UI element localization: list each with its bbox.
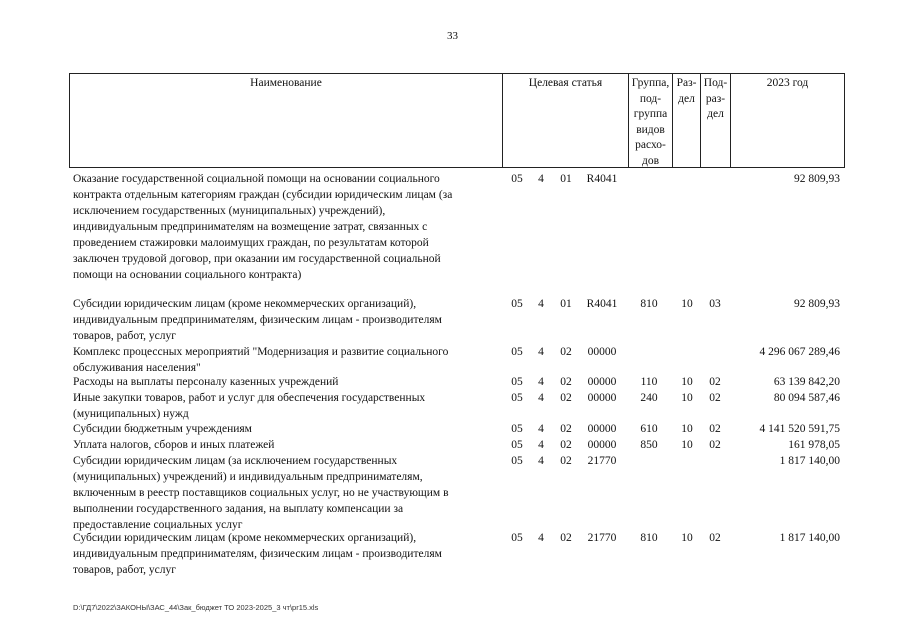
row-name: Субсидии бюджетным учреждениям bbox=[73, 423, 252, 435]
cell-code: 00000 bbox=[587, 423, 617, 435]
row-name: Оказание государственной социальной помощи на основании социального контракта отдельным категориям граждан (субсидии юридическим лицам (за исключением государственных (муниципальных) учреждений), индивидуальным предпринимателям на возмещение затрат, связанных с проведением стажировки малоимущих граждан, по результатам которой заключен трудовой договор, при оказании им государственной социальной помощи на основании социального контракта) bbox=[73, 173, 453, 281]
cell-p3: 02 bbox=[560, 346, 572, 358]
cell-p3: 01 bbox=[560, 173, 572, 185]
cell-amount: 1 817 140,00 bbox=[779, 455, 840, 467]
cell-amount: 92 809,93 bbox=[794, 173, 840, 185]
header-name: Наименование bbox=[250, 77, 322, 89]
header-year: 2023 год bbox=[766, 77, 809, 89]
cell-amount: 63 139 842,20 bbox=[773, 376, 840, 388]
footer-path: D:\ГД7\2022\ЗАКОНЫ\ЗАС_44\Зак_бюджет ТО 2023-2025_3 чт\pr15.xls bbox=[73, 603, 319, 612]
cell-rz: 10 bbox=[681, 298, 693, 310]
cell-p2: 4 bbox=[538, 376, 544, 388]
cell-p1: 05 bbox=[511, 439, 523, 451]
cell-p3: 02 bbox=[560, 376, 572, 388]
cell-amount: 80 094 587,46 bbox=[773, 392, 840, 404]
cell-grp: 810 bbox=[640, 532, 658, 544]
cell-grp: 240 bbox=[640, 392, 658, 404]
cell-p2: 4 bbox=[538, 392, 544, 404]
cell-p1: 05 bbox=[511, 532, 523, 544]
cell-rz: 10 bbox=[681, 439, 693, 451]
cell-p2: 4 bbox=[538, 455, 544, 467]
cell-code: 21770 bbox=[587, 532, 617, 544]
row-name: Субсидии юридическим лицам (за исключением государственных (муниципальных) учреждений) и индивидуальным предпринимателям, включенным в реестр поставщиков социальных услуг, но не участвующим в выполнении государственного задания, на выплату компенсации за предоставление социальных услуг bbox=[73, 455, 449, 531]
cell-grp: 610 bbox=[640, 423, 658, 435]
cell-p1: 05 bbox=[511, 376, 523, 388]
cell-p1: 05 bbox=[511, 392, 523, 404]
cell-amount: 161 978,05 bbox=[788, 439, 840, 451]
cell-prz: 02 bbox=[709, 532, 721, 544]
cell-p3: 02 bbox=[560, 423, 572, 435]
cell-rz: 10 bbox=[681, 376, 693, 388]
page-number: 33 bbox=[447, 30, 458, 42]
cell-prz: 03 bbox=[709, 298, 721, 310]
cell-p1: 05 bbox=[511, 173, 523, 185]
row-name: Комплекс процессных мероприятий "Модернизация и развитие социального обслуживания населения" bbox=[73, 346, 449, 374]
cell-p2: 4 bbox=[538, 298, 544, 310]
cell-rz: 10 bbox=[681, 532, 693, 544]
cell-p3: 02 bbox=[560, 439, 572, 451]
cell-p2: 4 bbox=[538, 173, 544, 185]
cell-grp: 810 bbox=[640, 298, 658, 310]
header-group: Группа, под- группа видов расхо- дов bbox=[631, 77, 670, 167]
cell-prz: 02 bbox=[709, 423, 721, 435]
cell-code: 00000 bbox=[587, 392, 617, 404]
cell-code: 00000 bbox=[587, 439, 617, 451]
cell-p1: 05 bbox=[511, 455, 523, 467]
cell-p3: 02 bbox=[560, 532, 572, 544]
cell-p3: 01 bbox=[560, 298, 572, 310]
cell-rz: 10 bbox=[681, 423, 693, 435]
cell-p1: 05 bbox=[511, 423, 523, 435]
cell-code: 21770 bbox=[587, 455, 617, 467]
row-name: Расходы на выплаты персоналу казенных учреждений bbox=[73, 376, 339, 388]
cell-p2: 4 bbox=[538, 346, 544, 358]
cell-amount: 4 296 067 289,46 bbox=[759, 346, 840, 358]
header-target: Целевая статья bbox=[528, 77, 603, 89]
cell-rz: 10 bbox=[681, 392, 693, 404]
cell-code: R4041 bbox=[586, 298, 618, 310]
cell-code: R4041 bbox=[586, 173, 618, 185]
header-subsection: Под- раз- дел bbox=[703, 77, 728, 120]
cell-grp: 110 bbox=[640, 376, 658, 388]
row-name: Субсидии юридическим лицам (кроме некоммерческих организаций), индивидуальным предпринимателям, физическим лицам - производителям товаров, работ, услуг bbox=[73, 532, 442, 576]
cell-grp: 850 bbox=[640, 439, 658, 451]
row-name: Субсидии юридическим лицам (кроме некоммерческих организаций), индивидуальным предпринимателям, физическим лицам - производителям товаров, работ, услуг bbox=[73, 298, 442, 342]
cell-amount: 1 817 140,00 bbox=[779, 532, 840, 544]
row-name: Уплата налогов, сборов и иных платежей bbox=[73, 439, 275, 451]
cell-p2: 4 bbox=[538, 423, 544, 435]
cell-prz: 02 bbox=[709, 439, 721, 451]
cell-p3: 02 bbox=[560, 455, 572, 467]
cell-prz: 02 bbox=[709, 392, 721, 404]
cell-code: 00000 bbox=[587, 346, 617, 358]
cell-p1: 05 bbox=[511, 346, 523, 358]
row-name: Иные закупки товаров, работ и услуг для обеспечения государственных (муниципальных) нужд bbox=[73, 392, 426, 420]
cell-p1: 05 bbox=[511, 298, 523, 310]
cell-code: 00000 bbox=[587, 376, 617, 388]
cell-amount: 4 141 520 591,75 bbox=[759, 423, 840, 435]
cell-p2: 4 bbox=[538, 532, 544, 544]
cell-amount: 92 809,93 bbox=[794, 298, 840, 310]
cell-p3: 02 bbox=[560, 392, 572, 404]
cell-p2: 4 bbox=[538, 439, 544, 451]
cell-prz: 02 bbox=[709, 376, 721, 388]
header-section: Раз- дел bbox=[676, 77, 697, 105]
